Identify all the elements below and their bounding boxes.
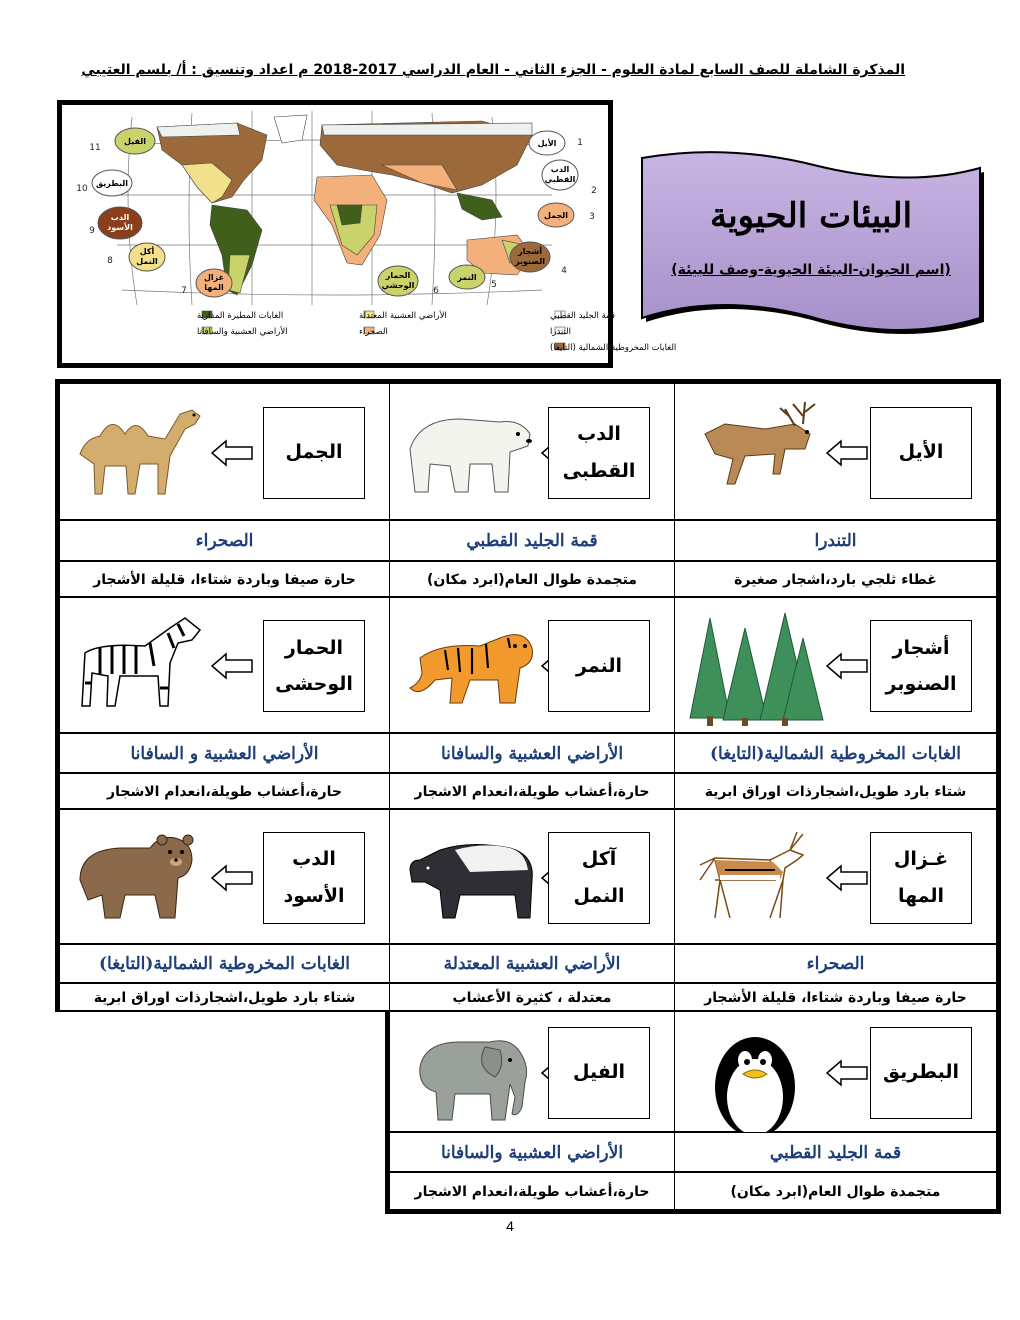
animal-name-box [870, 832, 972, 924]
animal-name-box [263, 620, 365, 712]
svg-text:3: 3 [589, 212, 595, 222]
svg-text:9: 9 [89, 226, 95, 236]
map-graphic [62, 105, 677, 363]
animal-name-line1: الحمار [284, 636, 344, 659]
animal-cell [389, 383, 675, 520]
svg-text:5: 5 [491, 280, 497, 290]
svg-text:الصنوبر: الصنوبر [515, 257, 545, 266]
svg-text:الأيل: الأيل [537, 139, 557, 148]
habitat-cell: قمة الجليد القطبي [674, 1132, 997, 1172]
animal-cell [674, 383, 997, 520]
animal-name-line1: البطريق [883, 1061, 959, 1084]
habitat-cell: الصحراء [59, 520, 390, 561]
animal-name-box [870, 407, 972, 499]
animal-name-line1: غـزال [893, 848, 949, 871]
animal-name-line1: الدب [292, 848, 336, 871]
description-cell: شتاء بارد طويل،اشجارذات اوراق ابرية [674, 773, 997, 809]
habitat-cell: الغابات المخروطية الشمالية(التايغا) [674, 733, 997, 773]
animal-name-line2: النمل [573, 884, 625, 907]
elephant-icon [400, 1022, 540, 1136]
svg-text:الجمل: الجمل [543, 211, 569, 220]
animal-name-line2: القطبى [562, 459, 636, 482]
svg-text:التندرا: التندرا [550, 327, 572, 337]
description-cell: حارة،أعشاب طويلة،انعدام الاشجار [389, 773, 675, 809]
habitat-cell: الأراضي العشبية والسافانا [389, 733, 675, 773]
svg-text:1: 1 [577, 138, 583, 148]
svg-text:البطريق: البطريق [96, 179, 128, 188]
habitat-cell: قمة الجليد القطبي [389, 520, 675, 561]
animal-name-line2: المها [897, 884, 945, 907]
polar-bear-icon [400, 394, 540, 508]
habitat-cell: التندرا [674, 520, 997, 561]
svg-text:4: 4 [561, 266, 567, 276]
animal-name-line1: الأيل [898, 441, 944, 464]
deer-icon [685, 394, 825, 508]
gazelle-icon [685, 820, 825, 934]
svg-text:الغابات المخروطية الشمالية (ال: الغابات المخروطية الشمالية (التايغا) [550, 343, 677, 353]
svg-text:الأراضي العشبية والسافانا: الأراضي العشبية والسافانا [197, 327, 288, 337]
description-cell: غطاء ثلجي بارد،اشجار صغيرة [674, 561, 997, 597]
svg-text:الحمار: الحمار [385, 271, 411, 280]
svg-text:8: 8 [107, 256, 113, 266]
description-cell: حارة صيفا وباردة شتاءا، قليلة الأشجار [674, 983, 997, 1011]
anteater-icon [400, 820, 540, 934]
arrow-icon [210, 864, 254, 896]
arrow-icon [210, 439, 254, 471]
svg-text:غزال: غزال [203, 273, 225, 282]
svg-text:الدب: الدب [110, 213, 130, 222]
animal-cell [59, 383, 390, 520]
habitat-cell: الأراضي العشبية والسافانا [389, 1132, 675, 1172]
svg-text:7: 7 [181, 286, 187, 296]
arrow-icon [825, 864, 869, 896]
svg-text:أشجار: أشجار [518, 247, 542, 256]
animal-name-box [870, 1027, 972, 1119]
svg-text:10: 10 [76, 184, 88, 194]
svg-text:2: 2 [591, 186, 597, 196]
map-label-elephant: الفيل [124, 137, 146, 146]
arrow-icon [825, 1059, 869, 1091]
arrow-icon [210, 652, 254, 684]
animal-name-line2: الأسود [283, 884, 345, 907]
habitat-cell: الغابات المخروطية الشمالية(التايغا) [59, 944, 390, 983]
arrow-icon [825, 652, 869, 684]
animal-name-box [548, 407, 650, 499]
animal-name-box [870, 620, 972, 712]
habitat-cell: الأراضي العشبية و السافانا [59, 733, 390, 773]
description-cell: حارة صيفا وباردة شتاءا، قليلة الأشجار [59, 561, 390, 597]
page-title: البيئات الحيوية [709, 196, 913, 236]
zebra-icon [70, 608, 210, 722]
description-cell: شتاء بارد طويل،اشجارذات اوراق ابرية [59, 983, 390, 1011]
animal-name-line1: أشجار [892, 636, 950, 659]
svg-text:الصحراء: الصحراء [359, 327, 388, 337]
animal-cell [674, 1011, 997, 1132]
animal-name-box [548, 832, 650, 924]
page-subtitle: (اسم الحيوان-البيئة الحيوية-وصف للبيئة) [671, 262, 951, 278]
svg-text:الأراضي العشبية المعتدلة: الأراضي العشبية المعتدلة [359, 311, 447, 321]
animal-cell [389, 809, 675, 944]
svg-text:قمة الجليد القطبي: قمة الجليد القطبي [550, 311, 616, 321]
svg-text:أكل: أكل [139, 247, 155, 256]
svg-text:القطبي: القطبي [544, 175, 576, 184]
title-banner [628, 148, 994, 334]
animal-name-box [263, 407, 365, 499]
page-number: 4 [506, 1218, 514, 1234]
description-cell: حارة،أعشاب طويلة،انعدام الاشجار [389, 1172, 675, 1210]
svg-text:6: 6 [433, 286, 439, 296]
animal-name-box [548, 620, 650, 712]
pine-trees-icon [685, 608, 825, 732]
black-bear-icon [70, 820, 210, 934]
svg-text:النمل: النمل [136, 257, 158, 266]
animal-name-box [263, 832, 365, 924]
animal-name-line1: الجمل [285, 441, 343, 464]
animal-cell [59, 597, 390, 733]
description-cell: متجمدة طوال العام(ابرد مكان) [389, 561, 675, 597]
habitat-cell: الأراضي العشبية المعتدلة [389, 944, 675, 983]
animal-cell [674, 809, 997, 944]
svg-text:الدب: الدب [550, 165, 570, 174]
animal-name-line1: الدب [577, 423, 621, 446]
animal-name-line1: الفيل [572, 1061, 626, 1084]
page-header: المذكرة الشاملة للصف السابع لمادة العلوم - الجزء الثاني - العام الدراسي 2017-2018 م اعداد وتنسيق : أ/ بلسم العتيبي [81, 62, 905, 78]
animal-name-box [548, 1027, 650, 1119]
tiger-icon [400, 608, 540, 722]
description-cell: معتدلة ، كثيرة الأعشاب [389, 983, 675, 1011]
penguin-icon [685, 1022, 825, 1146]
habitat-cell: الصحراء [674, 944, 997, 983]
animal-name-line1: آكل [581, 848, 617, 871]
camel-icon [70, 394, 210, 508]
animal-name-line1: النمر [576, 654, 622, 677]
svg-text:الأسود: الأسود [107, 223, 133, 232]
animal-cell [389, 597, 675, 733]
description-cell: حارة،أعشاب طويلة،انعدام الاشجار [59, 773, 390, 809]
svg-text:النمر: النمر [457, 273, 477, 282]
svg-text:الوحشي: الوحشي [381, 281, 415, 290]
animal-cell [674, 597, 997, 733]
animal-name-line2: الصنوبر [885, 673, 957, 695]
animal-cell [389, 1011, 675, 1132]
banner-scroll-shape [628, 148, 994, 334]
arrow-icon [825, 439, 869, 471]
description-cell: متجمدة طوال العام(ابرد مكان) [674, 1172, 997, 1210]
svg-text:11: 11 [89, 143, 101, 153]
animal-name-line2: الوحشى [275, 673, 353, 695]
svg-text:الغابات المطيرة المدارية: الغابات المطيرة المدارية [197, 311, 284, 321]
animal-cell [59, 809, 390, 944]
svg-text:المها: المها [204, 283, 224, 292]
world-biomes-map [57, 100, 677, 368]
